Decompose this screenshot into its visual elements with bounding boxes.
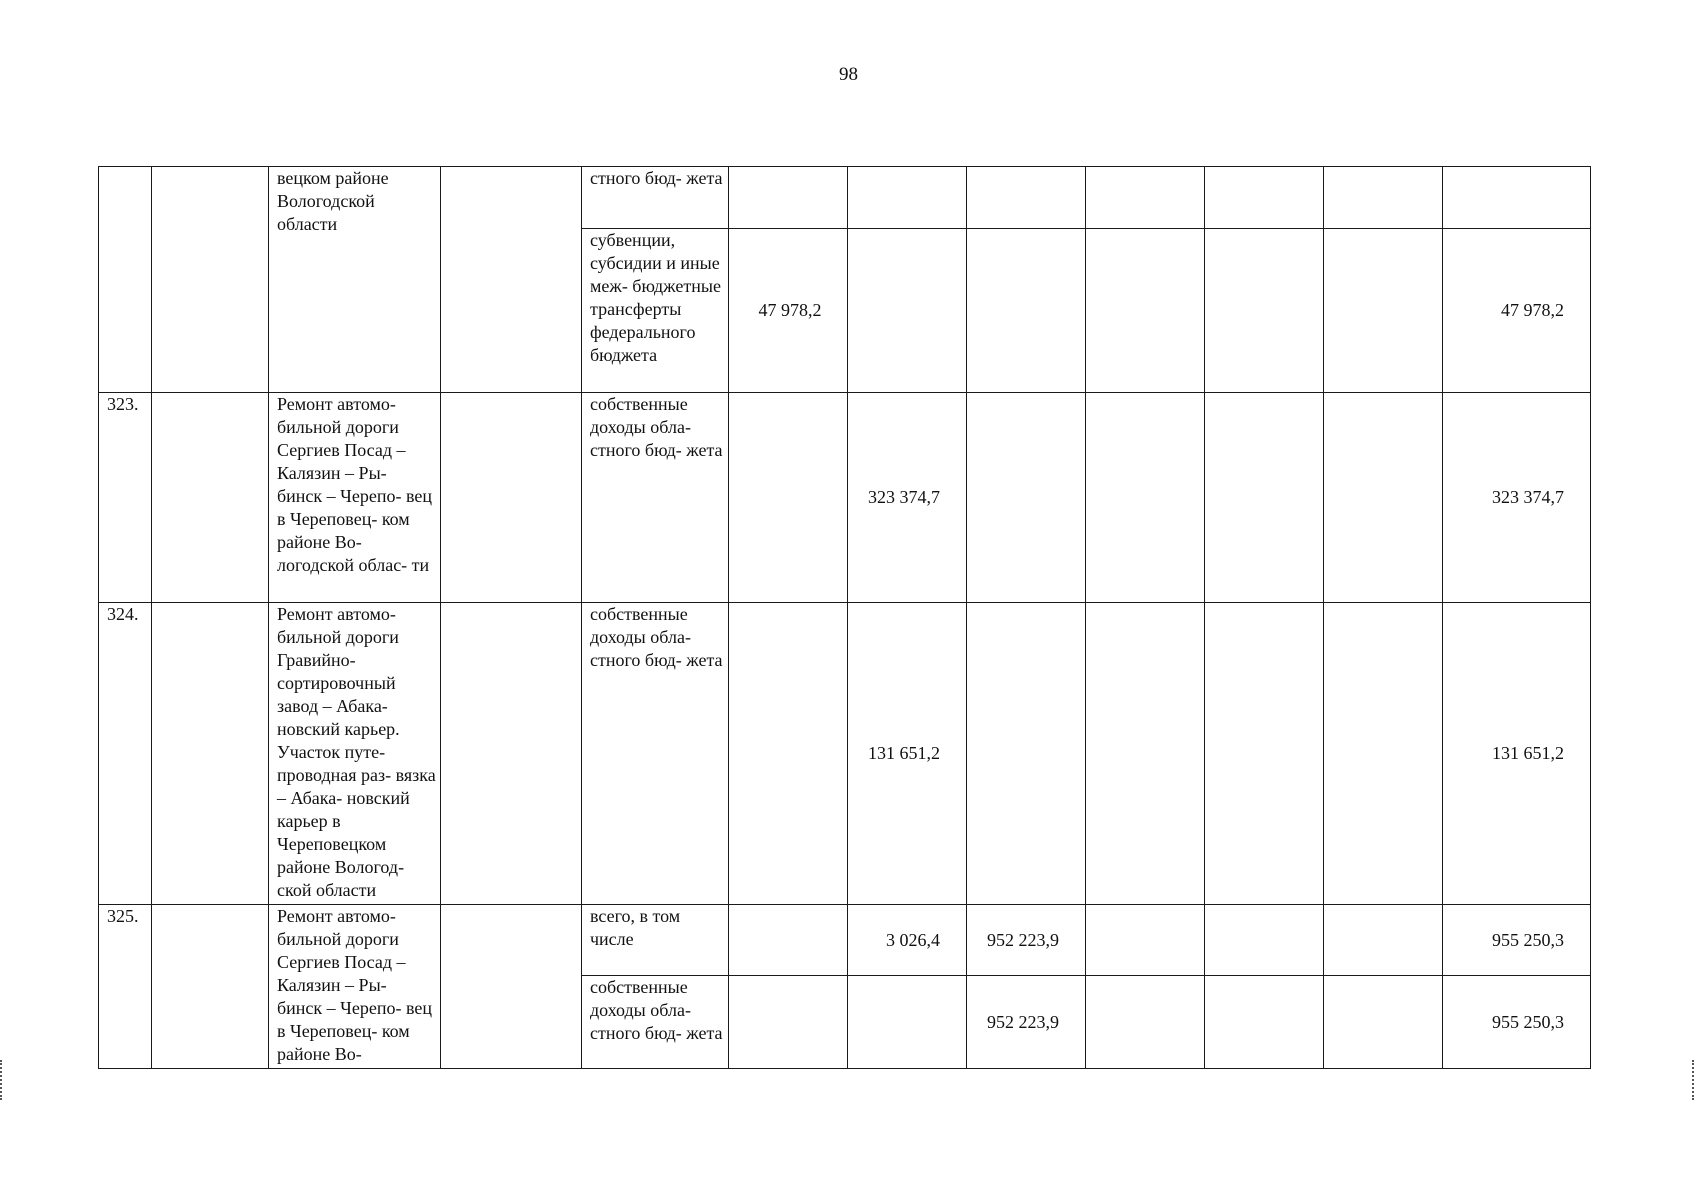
cell-extra xyxy=(441,905,582,1069)
cell-value xyxy=(1086,976,1205,1069)
cell-index: 325. xyxy=(99,905,152,1069)
scan-edge-mark xyxy=(0,1060,5,1100)
cell-total: 47 978,2 xyxy=(1443,229,1591,393)
cell-value xyxy=(848,167,967,229)
cell-value xyxy=(1086,229,1205,393)
scan-edge-mark xyxy=(1692,1060,1697,1100)
cell-value xyxy=(967,167,1086,229)
cell-value xyxy=(967,229,1086,393)
cell-extra xyxy=(441,167,582,393)
cell-value xyxy=(1324,167,1443,229)
cell-value xyxy=(1324,393,1443,603)
cell-value xyxy=(729,976,848,1069)
cell-funding-source: собственные доходы обла- стного бюд- жета xyxy=(582,603,729,905)
cell-funding-source: собственные доходы обла- стного бюд- жета xyxy=(582,976,729,1069)
cell-value xyxy=(1205,229,1324,393)
cell-funding-source: всего, в том числе xyxy=(582,905,729,976)
cell-value xyxy=(1205,905,1324,976)
cell-total xyxy=(1443,167,1591,229)
cell-total: 131 651,2 xyxy=(1443,603,1591,905)
table-row xyxy=(99,603,1591,905)
cell-value: 131 651,2 xyxy=(848,603,967,905)
cell-value xyxy=(1086,167,1205,229)
cell-value xyxy=(1324,905,1443,976)
cell-value xyxy=(1205,393,1324,603)
cell-value xyxy=(967,393,1086,603)
cell-value xyxy=(729,603,848,905)
cell-object-name: Ремонт автомо- бильной дороги Сергиев Посад – Калязин – Ры- бинск – Черепо- вец в Череповец- ком районе Во- логодской облас- ти xyxy=(269,393,441,603)
cell-value xyxy=(1324,976,1443,1069)
cell-total: 955 250,3 xyxy=(1443,905,1591,976)
cell-value xyxy=(1086,905,1205,976)
table-row xyxy=(99,167,1591,229)
cell-extra xyxy=(441,393,582,603)
cell-value xyxy=(848,976,967,1069)
budget-table xyxy=(98,166,1591,1069)
cell-value xyxy=(967,603,1086,905)
cell-object-name: вецком районе Вологодской области xyxy=(269,167,441,393)
cell-index: 323. xyxy=(99,393,152,603)
cell-funding-source: собственные доходы обла- стного бюд- жета xyxy=(582,393,729,603)
page-number: 98 xyxy=(839,64,858,85)
cell-funding-source: стного бюд- жета xyxy=(582,167,729,229)
cell-value: 47 978,2 xyxy=(729,229,848,393)
cell-code xyxy=(152,393,269,603)
cell-value xyxy=(729,167,848,229)
cell-code xyxy=(152,167,269,393)
cell-value: 952 223,9 xyxy=(967,905,1086,976)
cell-value xyxy=(1205,976,1324,1069)
cell-value xyxy=(729,905,848,976)
cell-total: 323 374,7 xyxy=(1443,393,1591,603)
cell-total: 955 250,3 xyxy=(1443,976,1591,1069)
cell-value xyxy=(1086,393,1205,603)
cell-value: 952 223,9 xyxy=(967,976,1086,1069)
cell-value: 323 374,7 xyxy=(848,393,967,603)
cell-value: 3 026,4 xyxy=(848,905,967,976)
cell-funding-source: субвенции, субсидии и иные меж- бюджетные трансферты федерального бюджета xyxy=(582,229,729,393)
cell-extra xyxy=(441,603,582,905)
cell-code xyxy=(152,905,269,1069)
table-row xyxy=(99,905,1591,976)
cell-value xyxy=(1086,603,1205,905)
cell-value xyxy=(1324,229,1443,393)
cell-value xyxy=(848,229,967,393)
cell-value xyxy=(729,393,848,603)
table-row xyxy=(99,393,1591,603)
cell-object-name: Ремонт автомо- бильной дороги Сергиев Посад – Калязин – Ры- бинск – Черепо- вец в Череповец- ком районе Во- xyxy=(269,905,441,1069)
cell-code xyxy=(152,603,269,905)
cell-object-name: Ремонт автомо- бильной дороги Гравийно- сортировочный завод – Абака- новский карьер. Участок путе- проводная раз- вязка – Абака- новский карьер в Череповецком районе Вологод- ской области xyxy=(269,603,441,905)
cell-index: 324. xyxy=(99,603,152,905)
cell-value xyxy=(1205,167,1324,229)
cell-value xyxy=(1324,603,1443,905)
cell-value xyxy=(1205,603,1324,905)
cell-index xyxy=(99,167,152,393)
